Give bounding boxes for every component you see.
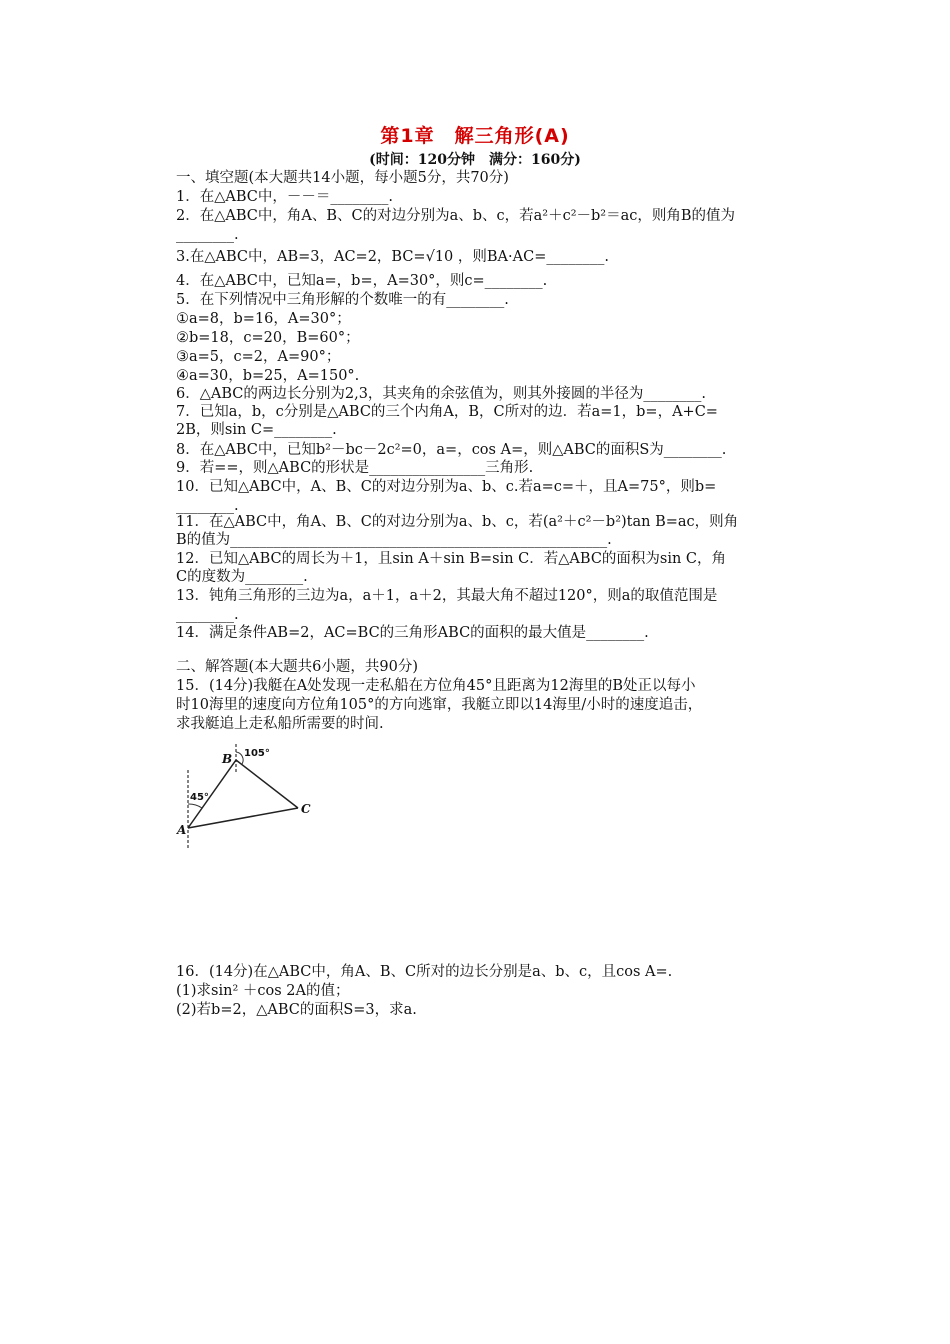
- side-ac: [188, 808, 298, 828]
- question-16-part-2: (2)若b=2，△ABC的面积S=3，求a.: [176, 1002, 417, 1018]
- question-12: 12．已知△ABC的周长为＋1，且sin A＋sin B=sin C．若△ABC的面积为sin C，角: [176, 551, 727, 567]
- question-5-option-3: ③a=5，c=2，A=90°；: [176, 349, 341, 365]
- side-bc: [236, 760, 298, 808]
- section-heading-answer: 二、解答题(本大题共6小题，共90分): [176, 659, 418, 675]
- question-4: 4．在△ABC中，已知a=，b=，A=30°，则c=________.: [176, 273, 548, 289]
- question-13-cont: ________.: [176, 607, 239, 623]
- label-b: B: [222, 752, 233, 766]
- question-6: 6．△ABC的两边长分别为2,3，其夹角的余弦值为，则其外接圆的半径为________.: [176, 386, 707, 402]
- question-7: 7．已知a，b，c分别是△ABC的三个内角A，B，C所对的边．若a=1，b=，A+C=: [176, 404, 718, 420]
- question-16-part-1: (1)求sin² ＋cos 2A的值；: [176, 983, 350, 999]
- question-15-cont-1: 时10海里的速度向方位角105°的方向逃窜，我艇立即以14海里/小时的速度追击，: [176, 697, 703, 713]
- question-2: 2．在△ABC中，角A、B、C的对边分别为a、b、c，若a²＋c²－b²＝ac，则角B的值为: [176, 208, 736, 224]
- question-8: 8．在△ABC中，已知b²－bc－2c²=0，a=，cos A=，则△ABC的面积S为________.: [176, 442, 727, 458]
- question-5-option-1: ①a=8，b=16，A=30°；: [176, 311, 351, 327]
- question-5-option-4: ④a=30，b=25，A=150°.: [176, 368, 360, 384]
- label-a: A: [177, 823, 187, 837]
- label-angle-105: 105°: [244, 748, 270, 759]
- page-subtitle: (时间：120分钟 满分：160分): [369, 152, 581, 168]
- question-12-cont: C的度数为________.: [176, 569, 308, 585]
- question-15-figure: [170, 738, 330, 850]
- question-5-option-2: ②b=18，c=20，B=60°；: [176, 330, 360, 346]
- question-16: 16．(14分)在△ABC中，角A、B、C所对的边长分别是a、b、c，且cos A=.: [176, 964, 673, 980]
- question-15: 15．(14分)我艇在A处发现一走私船在方位角45°且距离为12海里的B处正以每小: [176, 678, 696, 694]
- question-15-cont-2: 求我艇追上走私船所需要的时间.: [176, 716, 384, 732]
- question-2-cont: ________.: [176, 227, 239, 243]
- label-c: C: [301, 802, 311, 816]
- question-11: 11．在△ABC中，角A、B、C的对边分别为a、b、c，若(a²＋c²－b²)tan B=ac，则角: [176, 514, 739, 530]
- question-3: 3.在△ABC中，AB=3，AC=2，BC=√10 ，则BA·AC=________.: [176, 249, 609, 265]
- question-1: 1．在△ABC中，－－＝________.: [176, 189, 393, 205]
- question-5: 5．在下列情况中三角形解的个数唯一的有________.: [176, 292, 509, 308]
- label-angle-45: 45°: [190, 792, 209, 803]
- question-9: 9．若==，则△ABC的形状是________________三角形.: [176, 460, 534, 476]
- question-7-cont: 2B，则sin C=________.: [176, 422, 337, 438]
- question-14: 14．满足条件AB=2，AC=BC的三角形ABC的面积的最大值是________.: [176, 625, 649, 641]
- question-13: 13．钝角三角形的三边为a，a＋1，a＋2，其最大角不超过120°，则a的取值范围是: [176, 588, 718, 604]
- section-heading-fill-blank: 一、填空题(本大题共14小题，每小题5分，共70分): [176, 170, 509, 186]
- question-10-cont: ________.: [176, 498, 239, 514]
- question-11-cont: B的值为____________________________________________________.: [176, 532, 612, 548]
- angle-arc-45: [188, 804, 202, 808]
- question-10: 10．已知△ABC中，A、B、C的对边分别为a、b、c.若a=c=＋，且A=75°，则b=: [176, 479, 717, 495]
- page-title: 第1章 解三角形(A): [380, 125, 570, 147]
